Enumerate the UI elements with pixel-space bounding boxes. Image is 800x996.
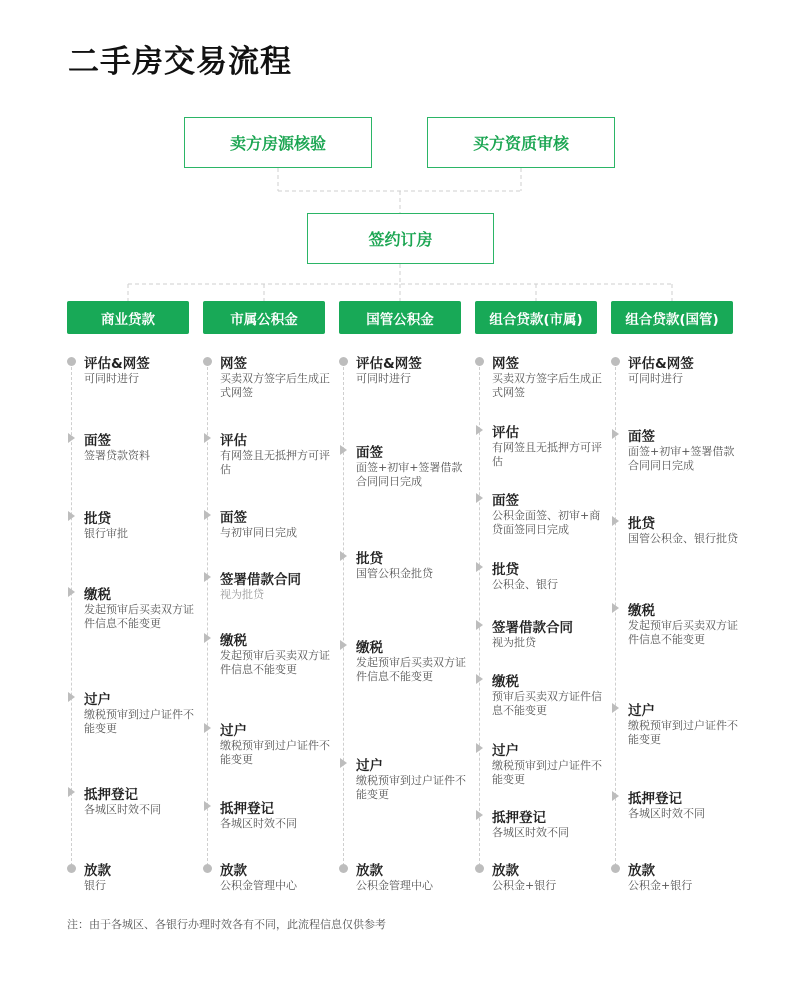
step-title: 放款 <box>356 863 383 879</box>
step-title: 抵押登记 <box>220 801 274 817</box>
step-title: 签署借款合同 <box>220 572 301 588</box>
step-desc: 缴税预审到过户证件不能变更 <box>492 759 602 786</box>
step-arrow-icon <box>476 493 483 503</box>
step-desc: 有网签且无抵押方可评估 <box>220 449 330 476</box>
step-title: 缴税 <box>220 633 247 649</box>
step-arrow-icon <box>612 703 619 713</box>
step-title: 评估&网签 <box>356 356 422 372</box>
column-combo-loan-national <box>611 301 738 921</box>
step-desc: 买卖双方签字后生成正式网签 <box>220 372 330 399</box>
step-desc: 各城区时效不同 <box>220 817 297 830</box>
step-desc: 缴税预审到过户证件不能变更 <box>356 774 466 801</box>
step-dot-icon <box>339 357 348 366</box>
step-arrow-icon <box>340 551 347 561</box>
timeline-line <box>343 367 344 866</box>
step-desc: 各城区时效不同 <box>84 803 161 816</box>
step-dot-icon <box>67 357 76 366</box>
column-header: 商业贷款 <box>67 301 189 334</box>
column-commercial-loan <box>67 301 194 921</box>
step-title: 评估 <box>492 425 519 441</box>
column-national-fund <box>339 301 466 921</box>
step-desc: 有网签且无抵押方可评估 <box>492 441 602 468</box>
step-arrow-icon <box>68 587 75 597</box>
step-desc: 缴税预审到过户证件不能变更 <box>84 708 194 735</box>
step-desc: 银行 <box>84 879 106 892</box>
step-arrow-icon <box>476 674 483 684</box>
step-desc: 发起预审后买卖双方证件信息不能变更 <box>84 603 194 630</box>
column-municipal-fund <box>203 301 330 921</box>
step-arrow-icon <box>612 791 619 801</box>
step-title: 评估 <box>220 433 247 449</box>
step-arrow-icon <box>204 510 211 520</box>
step-arrow-icon <box>476 425 483 435</box>
step-dot-icon <box>611 864 620 873</box>
seller-verification-box: 卖方房源核验 <box>184 117 372 168</box>
column-combo-loan-municipal <box>475 301 602 921</box>
step-title: 过户 <box>356 758 383 774</box>
step-title: 评估&网签 <box>84 356 150 372</box>
step-dot-icon <box>203 864 212 873</box>
step-title: 面签 <box>220 510 247 526</box>
step-desc: 公积金+银行 <box>628 879 693 892</box>
footnote: 注：由于各城区、各银行办理时效各有不同，此流程信息仅供参考 <box>67 918 386 931</box>
step-title: 批贷 <box>356 551 383 567</box>
step-arrow-icon <box>204 572 211 582</box>
step-arrow-icon <box>340 640 347 650</box>
column-header: 市属公积金 <box>203 301 325 334</box>
step-title: 缴税 <box>628 603 655 619</box>
step-desc: 缴税预审到过户证件不能变更 <box>220 739 330 766</box>
step-dot-icon <box>203 357 212 366</box>
step-arrow-icon <box>476 620 483 630</box>
step-desc: 银行审批 <box>84 527 128 540</box>
step-arrow-icon <box>476 562 483 572</box>
column-header: 组合贷款(市属) <box>475 301 597 334</box>
step-arrow-icon <box>204 433 211 443</box>
step-desc: 可同时进行 <box>84 372 139 385</box>
step-arrow-icon <box>68 692 75 702</box>
step-arrow-icon <box>612 429 619 439</box>
step-arrow-icon <box>476 743 483 753</box>
step-title: 放款 <box>220 863 247 879</box>
step-title: 放款 <box>84 863 111 879</box>
step-desc: 面签+初审+签署借款合同同日完成 <box>628 445 735 472</box>
step-desc: 视为批贷 <box>492 636 536 649</box>
step-desc: 国管公积金、银行批贷 <box>628 532 738 545</box>
step-title: 批贷 <box>628 516 655 532</box>
step-desc: 公积金、银行 <box>492 578 558 591</box>
step-title: 面签 <box>628 429 655 445</box>
step-desc: 公积金管理中心 <box>220 879 297 892</box>
step-title: 面签 <box>356 445 383 461</box>
step-arrow-icon <box>204 633 211 643</box>
step-desc: 发起预审后买卖双方证件信息不能变更 <box>356 656 466 683</box>
step-title: 抵押登记 <box>492 810 546 826</box>
step-desc: 可同时进行 <box>628 372 683 385</box>
step-title: 过户 <box>84 692 111 708</box>
page-title: 二手房交易流程 <box>68 44 292 80</box>
step-title: 放款 <box>628 863 655 879</box>
step-desc: 签署贷款资料 <box>84 449 150 462</box>
step-dot-icon <box>475 357 484 366</box>
step-arrow-icon <box>204 723 211 733</box>
step-desc: 视为批贷 <box>220 588 264 601</box>
step-title: 面签 <box>84 433 111 449</box>
step-desc: 国管公积金批贷 <box>356 567 433 580</box>
step-dot-icon <box>475 864 484 873</box>
step-dot-icon <box>339 864 348 873</box>
step-desc: 面签+初审+签署借款合同同日完成 <box>356 461 463 488</box>
step-title: 签署借款合同 <box>492 620 573 636</box>
step-desc: 公积金管理中心 <box>356 879 433 892</box>
column-header: 组合贷款(国管) <box>611 301 733 334</box>
step-desc: 缴税预审到过户证件不能变更 <box>628 719 738 746</box>
step-title: 缴税 <box>84 587 111 603</box>
step-arrow-icon <box>204 801 211 811</box>
step-title: 面签 <box>492 493 519 509</box>
step-arrow-icon <box>68 511 75 521</box>
step-arrow-icon <box>612 516 619 526</box>
step-title: 抵押登记 <box>628 791 682 807</box>
step-arrow-icon <box>340 758 347 768</box>
step-desc: 公积金+银行 <box>492 879 557 892</box>
step-arrow-icon <box>476 810 483 820</box>
step-desc: 预审后买卖双方证件信息不能变更 <box>492 690 602 717</box>
step-title: 缴税 <box>492 674 519 690</box>
column-header: 国管公积金 <box>339 301 461 334</box>
step-arrow-icon <box>340 445 347 455</box>
step-desc: 各城区时效不同 <box>492 826 569 839</box>
step-desc: 买卖双方签字后生成正式网签 <box>492 372 602 399</box>
buyer-qualification-box: 买方资质审核 <box>427 117 615 168</box>
step-title: 过户 <box>628 703 655 719</box>
step-title: 网签 <box>492 356 519 372</box>
step-arrow-icon <box>68 787 75 797</box>
step-desc: 各城区时效不同 <box>628 807 705 820</box>
step-title: 过户 <box>492 743 519 759</box>
step-title: 过户 <box>220 723 247 739</box>
step-arrow-icon <box>68 433 75 443</box>
step-arrow-icon <box>612 603 619 613</box>
step-dot-icon <box>67 864 76 873</box>
timeline-line <box>479 367 480 866</box>
step-desc: 发起预审后买卖双方证件信息不能变更 <box>220 649 330 676</box>
step-desc: 与初审同日完成 <box>220 526 297 539</box>
step-title: 批贷 <box>84 511 111 527</box>
step-title: 网签 <box>220 356 247 372</box>
step-title: 缴税 <box>356 640 383 656</box>
sign-contract-box: 签约订房 <box>307 213 494 264</box>
step-title: 评估&网签 <box>628 356 694 372</box>
step-dot-icon <box>611 357 620 366</box>
step-title: 抵押登记 <box>84 787 138 803</box>
step-desc: 公积金面签、初审+商贷面签同日完成 <box>492 509 601 536</box>
step-desc: 发起预审后买卖双方证件信息不能变更 <box>628 619 738 646</box>
step-title: 放款 <box>492 863 519 879</box>
step-title: 批贷 <box>492 562 519 578</box>
step-desc: 可同时进行 <box>356 372 411 385</box>
